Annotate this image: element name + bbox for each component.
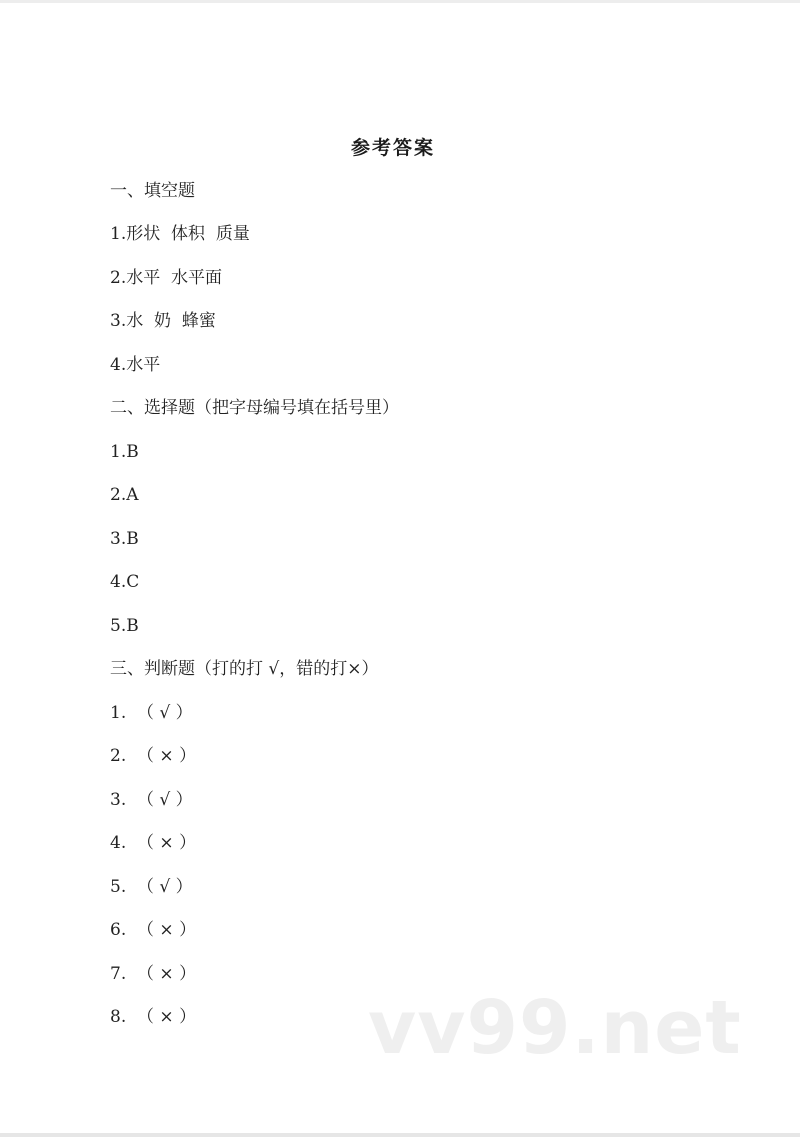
answer-item: 6. （ × ）	[110, 920, 197, 940]
answer-item: 4.水平	[110, 355, 161, 375]
page-title: 参考答案	[350, 137, 435, 159]
answer-item: 2.A	[110, 485, 139, 505]
watermark: vv99.net	[368, 985, 742, 1071]
answer-item: 2. （ × ）	[110, 746, 197, 766]
page-top-edge	[0, 0, 800, 3]
answer-item: 1. （ √ ）	[110, 703, 193, 723]
page-bottom-edge	[0, 1133, 800, 1137]
answer-item: 7. （ × ）	[110, 964, 197, 984]
section-heading-fill-in: 一、填空题	[110, 181, 195, 201]
answer-item: 4.C	[110, 572, 140, 592]
answer-item: 3.B	[110, 529, 139, 549]
answer-item: 1.形状 体积 质量	[110, 224, 250, 244]
answer-item: 5. （ √ ）	[110, 877, 193, 897]
answer-item: 5.B	[110, 616, 139, 636]
section-heading-multiple-choice: 二、选择题（把字母编号填在括号里）	[110, 398, 399, 418]
answer-item: 1.B	[110, 442, 139, 462]
answer-item: 3.水 奶 蜂蜜	[110, 311, 216, 331]
section-heading-true-false: 三、判断题（打的打 √，错的打×）	[110, 659, 379, 679]
answer-item: 3. （ √ ）	[110, 790, 193, 810]
answer-item: 4. （ × ）	[110, 833, 197, 853]
answer-item: 8. （ × ）	[110, 1007, 197, 1027]
answer-item: 2.水平 水平面	[110, 268, 223, 288]
